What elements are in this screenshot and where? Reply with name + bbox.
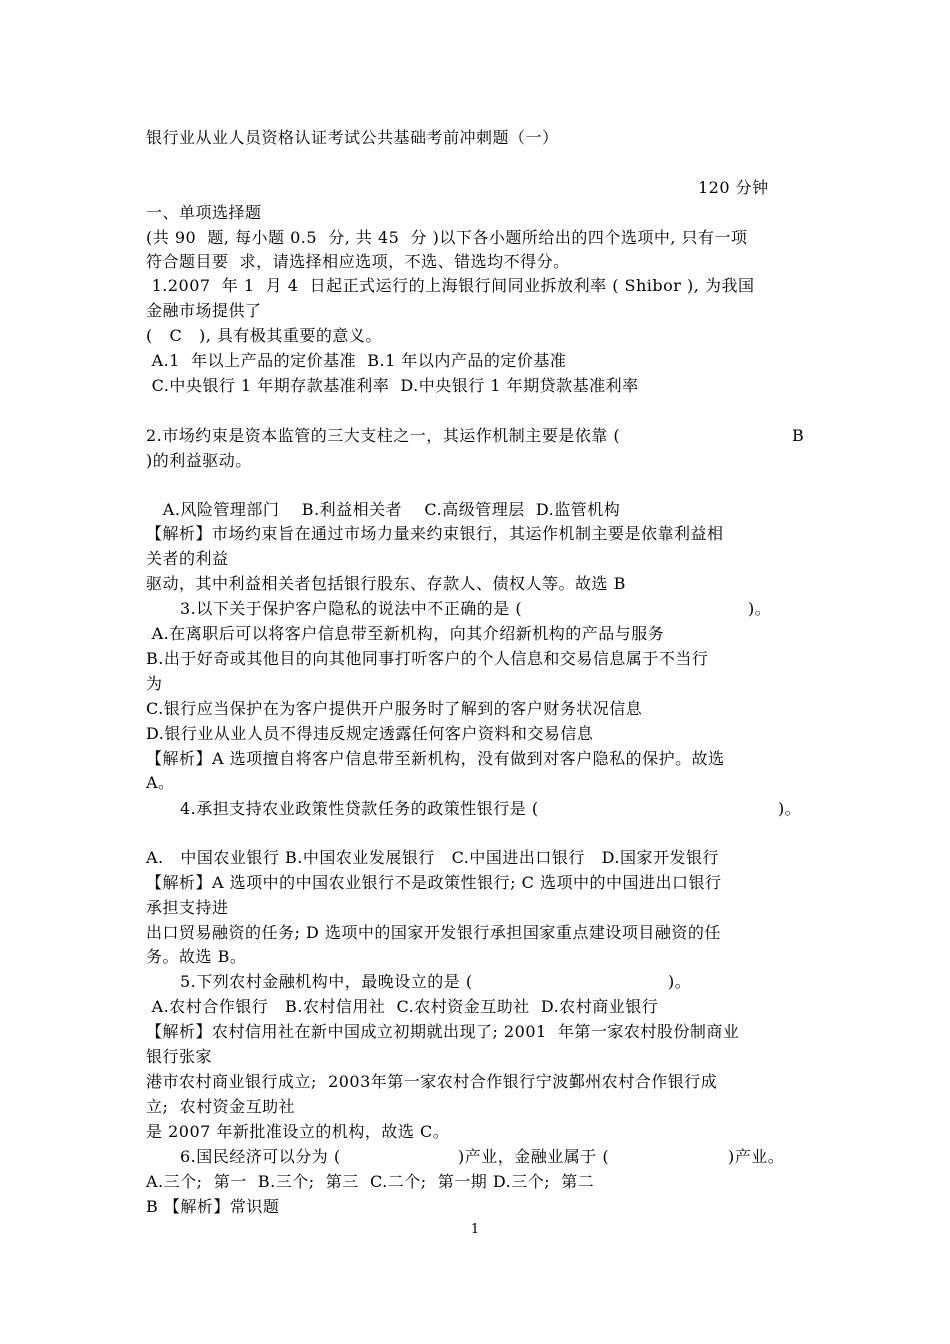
q4-analysis-line-4: 务。故选 B。 [146,947,247,966]
q6-analysis: B 【解析】常识题 [146,1197,280,1216]
q3-stem-end: )。 [748,599,772,618]
q4-analysis-line-1: 【解析】A 选项中的中国农业银行不是政策性银行; C 选项中的中国进出口银行 [146,873,722,892]
q2-stem-end: )的利益驱动。 [146,451,252,470]
q5-stem: 5.下列农村金融机构中，最晚设立的是 ( [180,972,473,991]
q1-options-line-2: C.中央银行 1 年期存款基准利率 D.中央银行 1 年期贷款基准利率 [146,376,639,395]
q1-stem-line-1: 1.2007 年 1 月 4 日起正式运行的上海银行间同业拆放利率 ( Shibor ), 为我国 [146,276,755,295]
q3-option-d: D.银行业从业人员不得违反规定透露任何客户资料和交易信息 [146,724,594,743]
document-title: 银行业从业人员资格认证考试公共基础考前冲刺题（一） [146,128,559,147]
q5-analysis-line-3: 港市农村商业银行成立; 2003年第一家农村合作银行宁波鄞州农村合作银行成 [146,1072,718,1091]
exam-duration: 120 分钟 [698,178,769,197]
q5-options: A.农村合作银行 B.农村信用社 C.农村资金互助社 D.农村商业银行 [146,997,659,1016]
q3-option-b-cont: 为 [146,674,163,693]
q2-analysis-line-3: 驱动，其中利益相关者包括银行股东、存款人、债权人等。故选 B [146,574,626,593]
section-heading: 一、单项选择题 [146,203,262,222]
q4-analysis-line-3: 出口贸易融资的任务; D 选项中的国家开发银行承担国家重点建设项目融资的任 [146,923,721,942]
q3-stem: 3.以下关于保护客户隐私的说法中不正确的是 ( [180,599,523,618]
q2-analysis-line-1: 【解析】市场约束旨在通过市场力量来约束银行，其运作机制主要是依靠利益相 [146,524,724,543]
q4-stem: 4.承担支持农业政策性贷款任务的政策性银行是 ( [180,799,539,818]
q3-analysis-line-2: A。 [146,773,175,792]
q1-stem-line-2: 金融市场提供了 [146,301,262,320]
q4-stem-end: )。 [778,799,802,818]
q6-stem-part-2: )产业，金融业属于 ( [458,1147,610,1166]
q5-analysis-line-2: 银行张家 [146,1047,213,1066]
q6-stem-part-1: 6.国民经济可以分为 ( [180,1147,341,1166]
q1-stem-line-3: ( C ), 具有极其重要的意义。 [146,326,382,345]
instructions-line-2: 符合题目要 求，请选择相应选项，不选、错选均不得分。 [146,252,570,271]
q2-options: A.风险管理部门 B.利益相关者 C.高级管理层 D.监管机构 [146,500,621,519]
q3-option-a: A.在离职后可以将客户信息带至新机构，向其介绍新机构的产品与服务 [146,624,665,643]
q3-option-c: C.银行应当保护在为客户提供开户服务时了解到的客户财务状况信息 [146,699,643,718]
q3-analysis-line-1: 【解析】A 选项擅自将客户信息带至新机构，没有做到对客户隐私的保护。故选 [146,749,725,768]
q2-answer: B [792,426,805,445]
instructions-line-1: (共 90 题, 每小题 0.5 分, 共 45 分 )以下各小题所给出的四个选项中, 只有一项 [146,228,748,247]
q5-analysis-line-5: 是 2007 年新批准设立的机构，故选 C。 [146,1122,450,1141]
q4-options: A. 中国农业银行 B.中国农业发展银行 C.中国进出口银行 D.国家开发银行 [146,848,719,867]
q2-stem: 2.市场约束是资本监管的三大支柱之一，其运作机制主要是依靠 ( [146,426,621,445]
q2-analysis-line-2: 关者的利益 [146,549,229,568]
q5-stem-end: )。 [668,972,692,991]
q1-options-line-1: A.1 年以上产品的定价基准 B.1 年以内产品的定价基准 [146,351,567,370]
page-number: 1 [470,1222,480,1237]
q3-option-b: B.出于好奇或其他目的向其他同事打听客户的个人信息和交易信息属于不当行 [146,649,709,668]
q6-options: A.三个; 第一 B.三个; 第三 C.二个; 第一期 D.三个; 第二 [146,1172,595,1191]
q5-analysis-line-1: 【解析】农村信用社在新中国成立初期就出现了; 2001 年第一家农村股份制商业 [146,1022,740,1041]
q4-analysis-line-2: 承担支持进 [146,898,229,917]
q6-stem-part-3: )产业。 [728,1147,785,1166]
q5-analysis-line-4: 立; 农村资金互助社 [146,1097,296,1116]
